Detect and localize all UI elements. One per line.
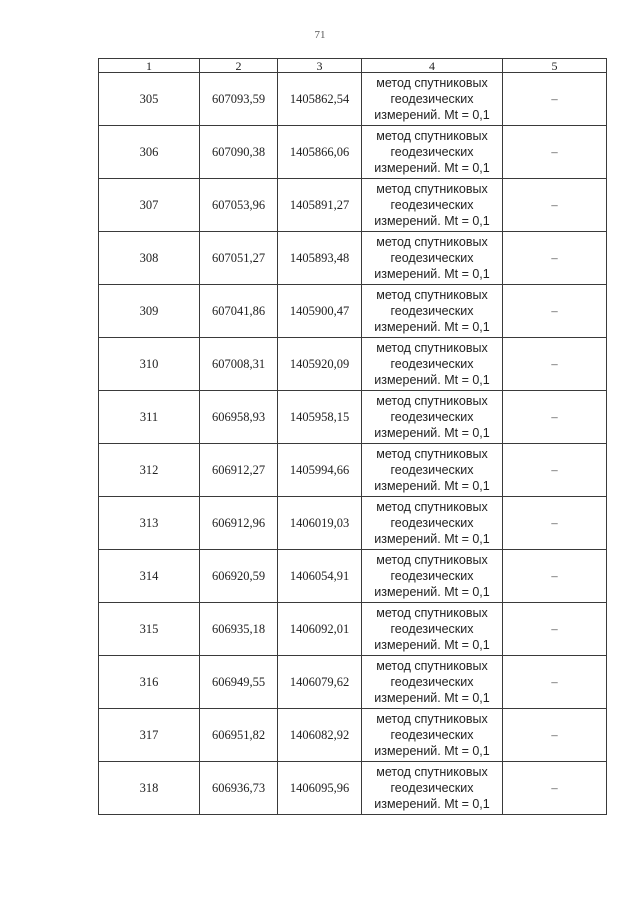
coordinate-x: 607090,38 — [200, 126, 278, 179]
method-cell — [362, 232, 503, 285]
note-cell: – — [503, 179, 607, 232]
table-header-row — [99, 59, 607, 73]
method-cell — [362, 603, 503, 656]
method-line: измерений. Mt = 0,1 — [374, 267, 490, 281]
method-cell — [362, 497, 503, 550]
method-line: измерений. Mt = 0,1 — [374, 479, 490, 493]
method-line: измерений. Mt = 0,1 — [374, 532, 490, 546]
method-line: измерений. Mt = 0,1 — [374, 744, 490, 758]
coordinate-y: 1406054,91 — [278, 550, 362, 603]
table-row — [99, 656, 607, 709]
point-number: 306 — [99, 126, 200, 179]
method-line: измерений. Mt = 0,1 — [374, 691, 490, 705]
note-cell: – — [503, 232, 607, 285]
method-line: геодезических — [390, 410, 474, 424]
method-line: геодезических — [390, 463, 474, 477]
coordinate-x: 606920,59 — [200, 550, 278, 603]
note-cell: – — [503, 709, 607, 762]
note-cell: – — [503, 444, 607, 497]
method-line: геодезических — [390, 304, 474, 318]
coordinate-x: 606958,93 — [200, 391, 278, 444]
method-cell — [362, 73, 503, 126]
note-cell: – — [503, 126, 607, 179]
method-line: геодезических — [390, 357, 474, 371]
method-line: метод спутниковых — [376, 500, 488, 514]
coordinate-y: 1406079,62 — [278, 656, 362, 709]
method-line: измерений. Mt = 0,1 — [374, 161, 490, 175]
coordinate-y: 1406092,01 — [278, 603, 362, 656]
coordinate-y: 1406095,96 — [278, 762, 362, 815]
method-line: метод спутниковых — [376, 288, 488, 302]
method-line: метод спутниковых — [376, 606, 488, 620]
coordinate-x: 607041,86 — [200, 285, 278, 338]
point-number: 311 — [99, 391, 200, 444]
note-cell: – — [503, 656, 607, 709]
method-line: метод спутниковых — [376, 765, 488, 779]
table-row — [99, 391, 607, 444]
method-line: метод спутниковых — [376, 341, 488, 355]
method-line: метод спутниковых — [376, 659, 488, 673]
method-line: метод спутниковых — [376, 129, 488, 143]
coordinate-x: 606951,82 — [200, 709, 278, 762]
point-number: 305 — [99, 73, 200, 126]
method-cell — [362, 338, 503, 391]
coordinate-y: 1405958,15 — [278, 391, 362, 444]
method-line: измерений. Mt = 0,1 — [374, 638, 490, 652]
point-number: 314 — [99, 550, 200, 603]
method-line: измерений. Mt = 0,1 — [374, 373, 490, 387]
method-line: геодезических — [390, 198, 474, 212]
table-row — [99, 126, 607, 179]
table-row — [99, 603, 607, 656]
point-number: 318 — [99, 762, 200, 815]
method-line: измерений. Mt = 0,1 — [374, 797, 490, 811]
method-cell — [362, 179, 503, 232]
method-line: геодезических — [390, 781, 474, 795]
point-number: 315 — [99, 603, 200, 656]
coordinate-x: 606949,55 — [200, 656, 278, 709]
coordinate-x: 606912,27 — [200, 444, 278, 497]
method-line: геодезических — [390, 92, 474, 106]
coordinate-x: 607053,96 — [200, 179, 278, 232]
method-line: метод спутниковых — [376, 76, 488, 90]
method-line: метод спутниковых — [376, 447, 488, 461]
method-line: геодезических — [390, 251, 474, 265]
column-header-3: 3 — [278, 59, 362, 73]
point-number: 310 — [99, 338, 200, 391]
method-line: геодезических — [390, 622, 474, 636]
method-line: измерений. Mt = 0,1 — [374, 585, 490, 599]
method-cell — [362, 444, 503, 497]
column-header-1: 1 — [99, 59, 200, 73]
point-number: 307 — [99, 179, 200, 232]
method-line: геодезических — [390, 516, 474, 530]
table-row — [99, 709, 607, 762]
point-number: 313 — [99, 497, 200, 550]
method-line: метод спутниковых — [376, 712, 488, 726]
coordinate-y: 1406082,92 — [278, 709, 362, 762]
note-cell: – — [503, 762, 607, 815]
method-line: метод спутниковых — [376, 553, 488, 567]
point-number: 308 — [99, 232, 200, 285]
method-line: измерений. Mt = 0,1 — [374, 108, 490, 122]
coordinates-table — [98, 58, 607, 815]
coordinate-y: 1405920,09 — [278, 338, 362, 391]
method-line: геодезических — [390, 675, 474, 689]
coordinate-y: 1406019,03 — [278, 497, 362, 550]
method-line: метод спутниковых — [376, 182, 488, 196]
column-header-5: 5 — [503, 59, 607, 73]
method-line: измерений. Mt = 0,1 — [374, 320, 490, 334]
note-cell: – — [503, 497, 607, 550]
table-row — [99, 338, 607, 391]
method-cell — [362, 656, 503, 709]
coordinate-x: 607093,59 — [200, 73, 278, 126]
coordinate-x: 606912,96 — [200, 497, 278, 550]
note-cell: – — [503, 285, 607, 338]
table-row — [99, 762, 607, 815]
method-cell — [362, 709, 503, 762]
table-row — [99, 550, 607, 603]
table-row — [99, 73, 607, 126]
note-cell: – — [503, 550, 607, 603]
note-cell: – — [503, 338, 607, 391]
coordinate-y: 1405900,47 — [278, 285, 362, 338]
column-header-2: 2 — [200, 59, 278, 73]
method-line: геодезических — [390, 728, 474, 742]
point-number: 316 — [99, 656, 200, 709]
point-number: 312 — [99, 444, 200, 497]
method-cell — [362, 550, 503, 603]
table-row — [99, 232, 607, 285]
coordinate-x: 606935,18 — [200, 603, 278, 656]
column-header-4: 4 — [362, 59, 503, 73]
point-number: 309 — [99, 285, 200, 338]
note-cell: – — [503, 73, 607, 126]
coordinate-y: 1405893,48 — [278, 232, 362, 285]
table-row — [99, 285, 607, 338]
page-number: 71 — [314, 29, 326, 41]
coordinate-x: 607051,27 — [200, 232, 278, 285]
method-line: метод спутниковых — [376, 235, 488, 249]
coordinate-y: 1405866,06 — [278, 126, 362, 179]
method-line: геодезических — [390, 145, 474, 159]
coordinate-y: 1405862,54 — [278, 73, 362, 126]
method-cell — [362, 762, 503, 815]
method-line: геодезических — [390, 569, 474, 583]
note-cell: – — [503, 391, 607, 444]
table-row — [99, 444, 607, 497]
coordinate-x: 606936,73 — [200, 762, 278, 815]
table-row — [99, 497, 607, 550]
coordinate-y: 1405994,66 — [278, 444, 362, 497]
method-line: измерений. Mt = 0,1 — [374, 214, 490, 228]
coordinate-x: 607008,31 — [200, 338, 278, 391]
method-cell — [362, 285, 503, 338]
method-cell — [362, 391, 503, 444]
coordinate-y: 1405891,27 — [278, 179, 362, 232]
method-line: измерений. Mt = 0,1 — [374, 426, 490, 440]
note-cell: – — [503, 603, 607, 656]
method-line: метод спутниковых — [376, 394, 488, 408]
method-cell — [362, 126, 503, 179]
point-number: 317 — [99, 709, 200, 762]
table-row — [99, 179, 607, 232]
